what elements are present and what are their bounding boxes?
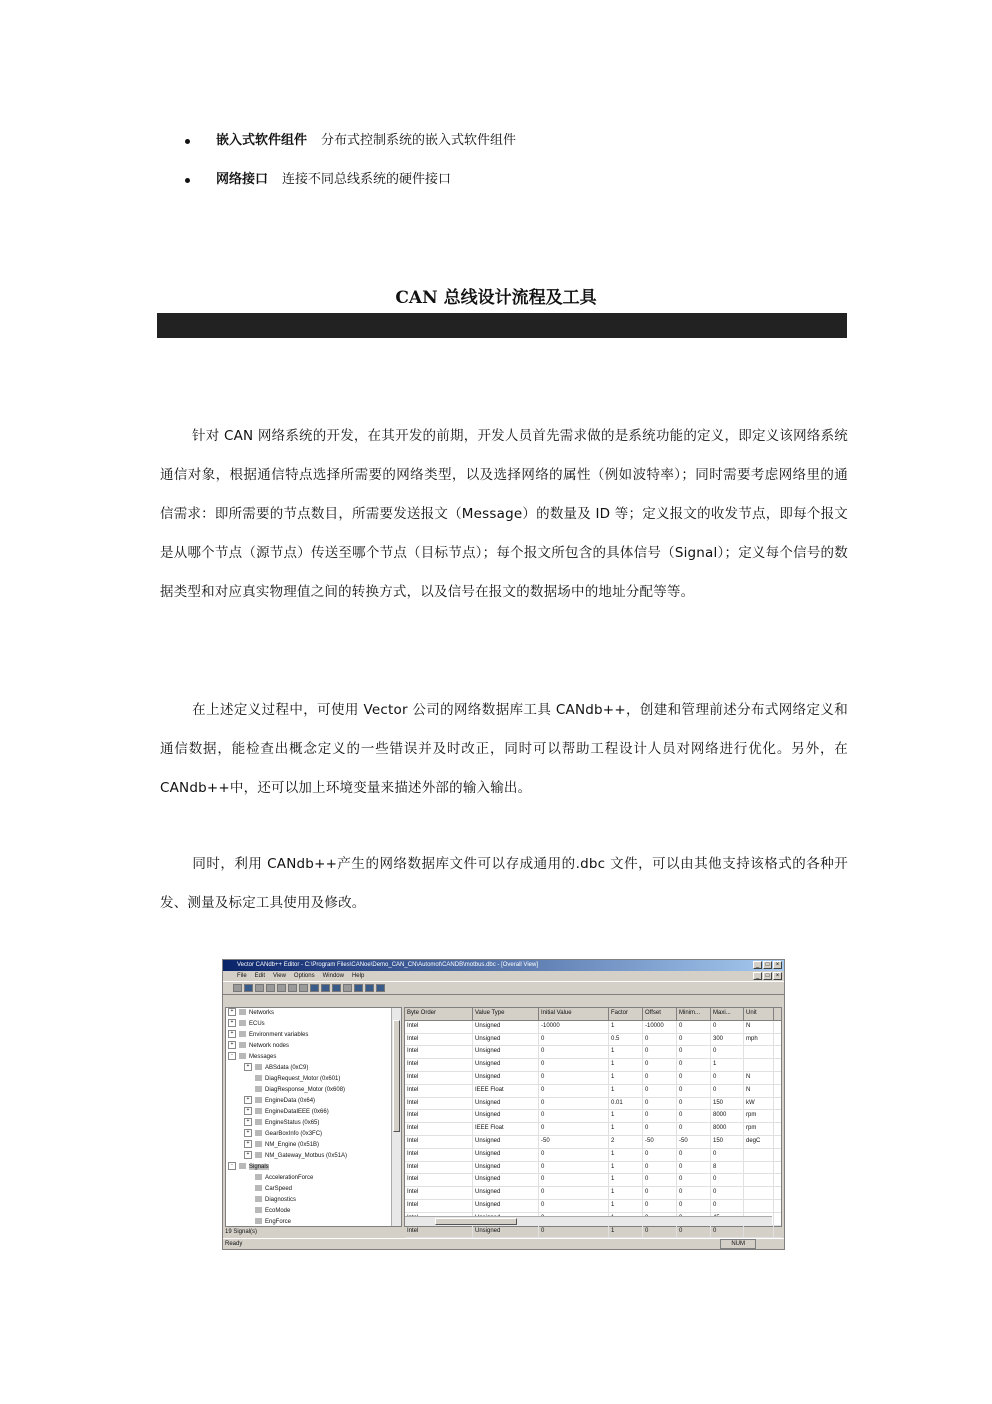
expand-icon[interactable]: +: [228, 1030, 236, 1038]
table-cell: Intel: [405, 1059, 473, 1071]
node-icon: [255, 1207, 262, 1213]
table-cell: 0.5: [609, 1034, 643, 1046]
table-cell: 0: [643, 1162, 677, 1174]
collapse-icon[interactable]: -: [228, 1162, 236, 1170]
table-cell: Unsigned: [473, 1098, 539, 1110]
tree-item[interactable]: [226, 1151, 401, 1162]
table-cell: 0: [677, 1059, 711, 1071]
paragraph-text: 同时，利用 CANdb++产生的网络数据库文件可以存成通用的.dbc 文件，可以由其他支持该格式的各种开发、测量及标定工具使用及修改。: [160, 856, 848, 911]
view-list-icon[interactable]: [310, 984, 319, 992]
table-row[interactable]: [405, 1098, 781, 1111]
table-cell: Intel: [405, 1136, 473, 1148]
bullet-term: 嵌入式软件组件: [216, 133, 308, 148]
minimize-icon[interactable]: _: [753, 961, 762, 969]
tree-item[interactable]: [226, 1085, 401, 1096]
node-icon: [255, 1130, 262, 1136]
delete-icon[interactable]: [288, 984, 297, 992]
table-cell: 1: [609, 1110, 643, 1122]
table-cell: [744, 1149, 774, 1161]
table-cell: 0: [711, 1021, 744, 1033]
table-cell: 0: [539, 1174, 609, 1186]
table-cell: Unsigned: [473, 1200, 539, 1212]
table-cell: 0: [711, 1174, 744, 1186]
node-icon: [239, 1163, 246, 1169]
bullet-dot: [185, 139, 190, 144]
title-divider-bar: [157, 313, 847, 338]
table-row[interactable]: [405, 1149, 781, 1162]
column-header[interactable]: Value Type: [473, 1008, 539, 1020]
table-cell: 0: [539, 1046, 609, 1058]
column-header[interactable]: Factor: [609, 1008, 643, 1020]
table-cell: 1: [609, 1162, 643, 1174]
table-cell: 0: [539, 1034, 609, 1046]
node-icon: [255, 1196, 262, 1202]
scroll-thumb[interactable]: [393, 1020, 400, 1132]
table-cell: 0: [643, 1034, 677, 1046]
table-header: [405, 1008, 781, 1021]
table-cell: Intel: [405, 1098, 473, 1110]
signal-table: [404, 1007, 782, 1234]
table-row[interactable]: [405, 1136, 781, 1149]
expand-icon[interactable]: +: [228, 1041, 236, 1049]
table-row[interactable]: [405, 1059, 781, 1072]
table-cell: IEEE Float: [473, 1085, 539, 1097]
table-cell: Unsigned: [473, 1174, 539, 1186]
tree-item[interactable]: [226, 1162, 401, 1173]
table-cell: 0: [539, 1162, 609, 1174]
node-icon: [255, 1086, 262, 1092]
table-cell: [744, 1226, 774, 1238]
paste-icon[interactable]: [277, 984, 286, 992]
column-header[interactable]: Unit: [744, 1008, 774, 1020]
menu-help[interactable]: Help: [351, 973, 365, 979]
table-cell: Intel: [405, 1072, 473, 1084]
table-cell: Intel: [405, 1046, 473, 1058]
table-cell: mph: [744, 1034, 774, 1046]
toolbar: [223, 981, 784, 995]
table-cell: 0: [677, 1174, 711, 1186]
table-cell: 0: [643, 1046, 677, 1058]
close-icon[interactable]: ×: [773, 961, 782, 969]
table-cell: 1: [711, 1059, 744, 1071]
node-icon: [255, 1185, 262, 1191]
tree-item[interactable]: [226, 1118, 401, 1129]
table-cell: 8000: [711, 1123, 744, 1135]
tree-item[interactable]: [226, 1107, 401, 1118]
tree-item-label: EngineData (0x64): [265, 1098, 316, 1104]
table-cell: 0: [677, 1072, 711, 1084]
bullet-term: 网络接口: [216, 172, 269, 187]
table-row[interactable]: [405, 1021, 781, 1034]
table-cell: 0: [539, 1187, 609, 1199]
table-cell: Unsigned: [473, 1162, 539, 1174]
table-cell: 0: [677, 1200, 711, 1212]
column-header[interactable]: Maxi...: [711, 1008, 744, 1020]
tree-item[interactable]: [226, 1206, 401, 1217]
grid-horizontal-scrollbar[interactable]: [405, 1216, 772, 1226]
tree-item-label: CarSpeed: [265, 1186, 293, 1192]
tree-item[interactable]: [226, 1096, 401, 1107]
expand-icon[interactable]: +: [244, 1096, 252, 1104]
table-cell: 0: [643, 1174, 677, 1186]
expand-icon[interactable]: +: [228, 1019, 236, 1027]
table-row[interactable]: [405, 1085, 781, 1098]
table-cell: kW: [744, 1098, 774, 1110]
table-cell: 0: [643, 1187, 677, 1199]
table-cell: N: [744, 1072, 774, 1084]
node-icon: [255, 1075, 262, 1081]
tree-item-label: EcoMode: [265, 1208, 291, 1214]
overall-view-tree[interactable]: [225, 1007, 402, 1227]
tree-item-label: Messages: [249, 1054, 277, 1060]
bullet-desc: 分布式控制系统的嵌入式软件组件: [321, 133, 517, 148]
table-cell: 150: [711, 1098, 744, 1110]
tree-item-label: EngineDataIEEE (0x66): [265, 1109, 329, 1115]
table-cell: 300: [711, 1034, 744, 1046]
expand-icon[interactable]: +: [244, 1129, 252, 1137]
menu-window[interactable]: Window: [322, 973, 344, 979]
table-cell: 1: [609, 1187, 643, 1199]
expand-icon[interactable]: +: [244, 1118, 252, 1126]
table-cell: Unsigned: [473, 1149, 539, 1161]
expand-icon[interactable]: +: [244, 1151, 252, 1159]
status-ready: Ready: [225, 1241, 243, 1247]
window-tile-v-icon[interactable]: [376, 984, 385, 992]
table-cell: 0: [539, 1226, 609, 1238]
paragraph-text: 在上述定义过程中，可使用 Vector 公司的网络数据库工具 CANdb++，创建和管理前述分布式网络定义和通信数据，能检查出概念定义的一些错误并及时改正，同时可以帮助工程设计人员对网络进行优化。另外，在 CANdb++中，还可以加上环境变量来描述外部的输入输出。: [160, 702, 848, 796]
table-cell: Intel: [405, 1034, 473, 1046]
view-details-icon[interactable]: [321, 984, 330, 992]
table-cell: [744, 1200, 774, 1212]
bullet-desc: 连接不同总线系统的硬件接口: [282, 172, 452, 187]
column-header[interactable]: Initial Value: [539, 1008, 609, 1020]
table-cell: 0: [677, 1149, 711, 1161]
tool-icon[interactable]: [343, 984, 352, 992]
node-icon: [239, 1042, 246, 1048]
mdi-restore-icon[interactable]: □: [763, 972, 772, 980]
table-cell: 8000: [711, 1110, 744, 1122]
table-cell: IEEE Float: [473, 1123, 539, 1135]
table-cell: 0: [711, 1226, 744, 1238]
node-icon: [239, 1020, 246, 1026]
node-icon: [255, 1174, 262, 1180]
table-cell: 1: [609, 1059, 643, 1071]
table-cell: Unsigned: [473, 1046, 539, 1058]
table-cell: -50: [677, 1136, 711, 1148]
table-row[interactable]: [405, 1034, 781, 1047]
window-controls: [753, 961, 782, 969]
menu-view[interactable]: View: [273, 973, 286, 979]
table-cell: Intel: [405, 1162, 473, 1174]
maximize-icon[interactable]: □: [763, 961, 772, 969]
expand-icon[interactable]: +: [244, 1063, 252, 1071]
table-cell: [744, 1059, 774, 1071]
table-row[interactable]: [405, 1123, 781, 1136]
copy-icon[interactable]: [266, 984, 275, 992]
scroll-thumb[interactable]: [435, 1218, 517, 1225]
collapse-icon[interactable]: -: [228, 1052, 236, 1060]
table-cell: Intel: [405, 1110, 473, 1122]
status-bar: [223, 1238, 784, 1249]
table-cell: Unsigned: [473, 1226, 539, 1238]
table-cell: 1: [609, 1021, 643, 1033]
window-title: Vector CANdb++ Editor - C:\Program Files\CANoe\Demo_CAN_CN\Automot\CANDB\motbus.dbc - [Overall View]: [237, 962, 538, 968]
table-cell: 0: [677, 1021, 711, 1033]
table-cell: 0: [643, 1226, 677, 1238]
column-header[interactable]: Minim...: [677, 1008, 711, 1020]
tree-item-label: EngForce: [265, 1219, 292, 1225]
table-cell: 0: [677, 1187, 711, 1199]
table-cell: 1: [609, 1046, 643, 1058]
menu-bar: [223, 971, 784, 981]
table-cell: -10000: [643, 1021, 677, 1033]
mdi-minimize-icon[interactable]: _: [753, 972, 762, 980]
table-cell: 1: [609, 1149, 643, 1161]
open-icon[interactable]: [233, 984, 242, 992]
tree-item[interactable]: [226, 1052, 401, 1063]
tree-item[interactable]: [226, 1063, 401, 1074]
num-lock-indicator: NUM: [720, 1239, 756, 1249]
candb-window-screenshot: [222, 959, 785, 1250]
bullet-dot: [185, 178, 190, 183]
table-row[interactable]: [405, 1072, 781, 1085]
tree-item[interactable]: [226, 1008, 401, 1019]
table-cell: 0: [677, 1123, 711, 1135]
view-tree-icon[interactable]: [332, 984, 341, 992]
table-cell: rpm: [744, 1110, 774, 1122]
table-cell: Unsigned: [473, 1110, 539, 1122]
node-icon: [255, 1097, 262, 1103]
tree-item[interactable]: [226, 1041, 401, 1052]
table-cell: 0: [643, 1123, 677, 1135]
tree-item-label: Networks: [249, 1010, 275, 1016]
table-cell: 0: [539, 1059, 609, 1071]
tree-item-label: EngineStatus (0x65): [265, 1120, 320, 1126]
menu-options[interactable]: Options: [293, 973, 315, 979]
table-row[interactable]: [405, 1200, 781, 1213]
tree-item-label: ABSdata (0xC9): [265, 1065, 309, 1071]
tree-item-label: NM_Engine (0x51B): [265, 1142, 320, 1148]
paragraph: [160, 845, 848, 923]
table-cell: 0: [677, 1034, 711, 1046]
table-cell: 0: [539, 1098, 609, 1110]
tree-item[interactable]: [226, 1184, 401, 1195]
table-cell: Unsigned: [473, 1021, 539, 1033]
signal-count: 19 Signal(s): [225, 1229, 258, 1235]
table-cell: 0: [711, 1085, 744, 1097]
table-cell: Intel: [405, 1149, 473, 1161]
tree-item-label: Diagnostics: [265, 1197, 297, 1203]
table-cell: N: [744, 1085, 774, 1097]
paragraph-text: 针对 CAN 网络系统的开发，在其开发的前期，开发人员首先需求做的是系统功能的定义，即定义该网络系统通信对象，根据通信特点选择所需要的网络类型，以及选择网络的属性（例如波特率）；同时需要考虑网络里的通信需求：即所需要的节点数目，所需要发送报文（Message）的数量及 ID 等；定义报文的收发节点，即每个报文是从哪个节点（源节点）传送至哪个节点（目标节点）；每个报文所包含的具体信号（Signal）；定义每个信号的数据类型和对应真实物理值之间的转换方式，以及信号在报文的数据场中的地址分配等等。: [160, 428, 848, 600]
table-cell: 0: [539, 1200, 609, 1212]
table-cell: 150: [711, 1136, 744, 1148]
column-header[interactable]: Byte Order: [405, 1008, 473, 1020]
table-cell: 0: [677, 1085, 711, 1097]
tree-item-label: NM_Gateway_Motbus (0x51A): [265, 1153, 348, 1159]
table-cell: 0: [643, 1072, 677, 1084]
table-cell: Intel: [405, 1085, 473, 1097]
expand-icon[interactable]: +: [244, 1140, 252, 1148]
table-cell: 0: [643, 1149, 677, 1161]
tree-item[interactable]: [226, 1217, 401, 1228]
table-cell: -10000: [539, 1021, 609, 1033]
table-cell: Intel: [405, 1174, 473, 1186]
tree-item[interactable]: [226, 1074, 401, 1085]
table-row[interactable]: [405, 1174, 781, 1187]
paragraph: [160, 691, 848, 808]
table-cell: 8: [711, 1162, 744, 1174]
table-cell: 0: [711, 1072, 744, 1084]
table-cell: [744, 1046, 774, 1058]
table-cell: degC: [744, 1136, 774, 1148]
table-cell: 0: [677, 1226, 711, 1238]
table-cell: 0.01: [609, 1098, 643, 1110]
tree-item-label: DiagResponse_Motor (0x608): [265, 1087, 346, 1093]
tree-item[interactable]: [226, 1195, 401, 1206]
section-title: CAN 总线设计流程及工具: [395, 288, 597, 308]
table-cell: [744, 1174, 774, 1186]
table-cell: Unsigned: [473, 1059, 539, 1071]
table-cell: 0: [643, 1059, 677, 1071]
node-icon: [255, 1064, 262, 1070]
tree-item[interactable]: [226, 1129, 401, 1140]
tree-item[interactable]: [226, 1140, 401, 1151]
table-row[interactable]: [405, 1162, 781, 1175]
table-cell: 0: [539, 1149, 609, 1161]
table-cell: 2: [609, 1136, 643, 1148]
table-cell: Unsigned: [473, 1136, 539, 1148]
table-cell: 0: [677, 1110, 711, 1122]
tree-item-label: GearBoxInfo (0x3FC): [265, 1131, 323, 1137]
table-cell: 0: [539, 1072, 609, 1084]
node-icon: [255, 1108, 262, 1114]
table-cell: [744, 1187, 774, 1199]
table-cell: 1: [609, 1226, 643, 1238]
table-cell: 0: [677, 1162, 711, 1174]
column-header[interactable]: Offset: [643, 1008, 677, 1020]
table-cell: 0: [643, 1200, 677, 1212]
node-icon: [239, 1053, 246, 1059]
window-titlebar: [223, 960, 784, 971]
tree-item[interactable]: [226, 1019, 401, 1030]
table-cell: Intel: [405, 1021, 473, 1033]
node-icon: [255, 1119, 262, 1125]
tree-item-label: ECUs: [249, 1021, 265, 1027]
table-row[interactable]: [405, 1110, 781, 1123]
table-cell: 1: [609, 1174, 643, 1186]
node-icon: [239, 1031, 246, 1037]
table-cell: 0: [643, 1085, 677, 1097]
table-cell: 0: [711, 1046, 744, 1058]
table-cell: 0: [711, 1200, 744, 1212]
table-cell: 0: [677, 1098, 711, 1110]
table-cell: Unsigned: [473, 1034, 539, 1046]
table-row[interactable]: [405, 1046, 781, 1059]
tree-item-label: AccelerationForce: [265, 1175, 314, 1181]
node-icon: [239, 1009, 246, 1015]
table-cell: 0: [711, 1149, 744, 1161]
window-tile-h-icon[interactable]: [365, 984, 374, 992]
table-row[interactable]: [405, 1187, 781, 1200]
table-cell: 0: [539, 1110, 609, 1122]
tree-item-label: Network nodes: [249, 1043, 290, 1049]
expand-icon[interactable]: +: [228, 1008, 236, 1016]
window-cascade-icon[interactable]: [354, 984, 363, 992]
table-cell: Intel: [405, 1123, 473, 1135]
menu-file[interactable]: File: [237, 973, 247, 979]
table-cell: Unsigned: [473, 1187, 539, 1199]
table-cell: -50: [643, 1136, 677, 1148]
table-cell: 0: [711, 1187, 744, 1199]
tree-item[interactable]: [226, 1030, 401, 1041]
mdi-close-icon[interactable]: ×: [773, 972, 782, 980]
table-cell: 1: [609, 1085, 643, 1097]
table-cell: 0: [643, 1098, 677, 1110]
node-icon: [255, 1141, 262, 1147]
bullet-item: [185, 170, 451, 190]
properties-icon[interactable]: [299, 984, 308, 992]
table-row[interactable]: [405, 1226, 781, 1239]
table-cell: Intel: [405, 1187, 473, 1199]
tree-vertical-scrollbar[interactable]: [391, 1008, 401, 1226]
cut-icon[interactable]: [255, 984, 264, 992]
table-cell: 0: [643, 1110, 677, 1122]
save-icon[interactable]: [244, 984, 253, 992]
bullet-item: [185, 131, 516, 151]
table-cell: 0: [539, 1085, 609, 1097]
table-cell: 1: [609, 1072, 643, 1084]
table-cell: rpm: [744, 1123, 774, 1135]
expand-icon[interactable]: +: [244, 1107, 252, 1115]
mdi-controls: [753, 972, 782, 980]
paragraph: [160, 417, 848, 612]
tree-item-label: DiagRequest_Motor (0x601): [265, 1076, 341, 1082]
table-cell: Unsigned: [473, 1072, 539, 1084]
tree-item-label: Environment variables: [249, 1032, 309, 1038]
node-icon: [255, 1152, 262, 1158]
node-icon: [255, 1218, 262, 1224]
table-cell: [744, 1162, 774, 1174]
menu-edit[interactable]: Edit: [254, 973, 266, 979]
table-cell: 1: [609, 1200, 643, 1212]
tree-item-label: Signals: [249, 1164, 269, 1170]
tree-item[interactable]: [226, 1173, 401, 1184]
table-cell: 0: [677, 1046, 711, 1058]
table-cell: -50: [539, 1136, 609, 1148]
table-cell: N: [744, 1021, 774, 1033]
table-cell: 0: [539, 1123, 609, 1135]
table-cell: Intel: [405, 1200, 473, 1212]
table-cell: Intel: [405, 1226, 473, 1238]
table-cell: 1: [609, 1123, 643, 1135]
